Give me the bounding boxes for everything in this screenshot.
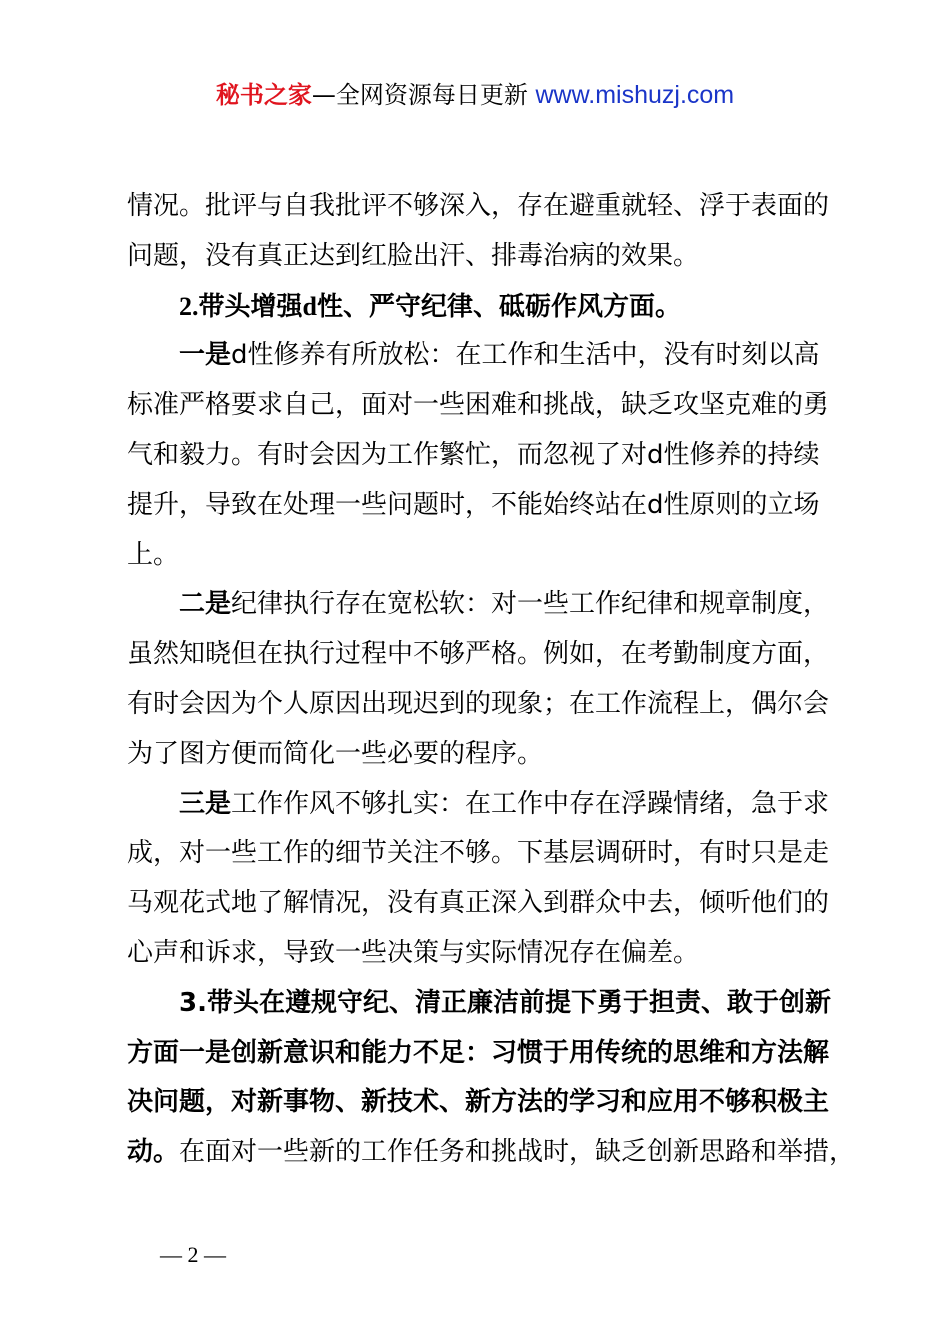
text-line-bold: 方面一是创新意识和能力不足：习惯于用传统的思维和方法解 xyxy=(127,1037,830,1068)
text-line: 问题，没有真正达到红脸出汗、排毒治病的效果。 xyxy=(127,240,700,271)
point-label: 二是 xyxy=(179,589,232,620)
text-line: 标准严格要求自己，面对一些困难和挑战，缺乏攻坚克难的勇 xyxy=(127,390,830,421)
text-line: 提升，导致在处理一些问题时，不能始终站在d性原则的立场 xyxy=(127,489,820,520)
point-label: 一是 xyxy=(179,340,232,371)
point-label: 三是 xyxy=(179,788,232,819)
text-line: 情况。批评与自我批评不够深入，存在避重就轻、浮于表面的 xyxy=(127,191,830,221)
paragraph-first-point: 一是d性修养有所放松：在工作和生活中，没有时刻以高 xyxy=(179,340,820,371)
text-line: 心声和诉求，导致一些决策与实际情况存在偏差。 xyxy=(127,937,700,968)
text-line: 动。在面对一些新的工作任务和挑战时，缺乏创新思路和举措， xyxy=(127,1137,856,1168)
text-line: 有时会因为个人原因出现迟到的现象；在工作流程上，偶尔会 xyxy=(127,688,830,719)
site-header xyxy=(0,78,950,112)
page-number: — 2 — xyxy=(160,1242,226,1267)
section-heading-3: 3.带头在遵规守纪、清正廉洁前提下勇于担责、敢于创新 xyxy=(179,987,831,1018)
header-slogan: —全网资源每日更新 xyxy=(311,81,536,109)
section-heading-2: 2.带头增强d性、严守纪律、砥砺作风方面。 xyxy=(179,291,681,321)
text-line: 气和毅力。有时会因为工作繁忙，而忽视了对d性修养的持续 xyxy=(127,439,820,470)
text-line: 马观花式地了解情况，没有真正深入到群众中去，倾听他们的 xyxy=(127,888,830,919)
text-line: 成，对一些工作的细节关注不够。下基层调研时，有时只是走 xyxy=(127,838,830,869)
text-line: 上。 xyxy=(127,539,180,570)
document-body xyxy=(127,182,856,1178)
text-line: 为了图方便而简化一些必要的程序。 xyxy=(127,738,544,769)
brand-name: 秘书之家 xyxy=(215,81,312,109)
paragraph-second-point: 二是纪律执行存在宽松软：对一些工作纪律和规章制度， xyxy=(179,589,830,620)
text-line: 虽然知晓但在执行过程中不够严格。例如，在考勤制度方面， xyxy=(127,639,830,670)
text-line-bold: 决问题，对新事物、新技术、新方法的学习和应用不够积极主 xyxy=(127,1087,830,1118)
site-url-link[interactable]: www.mishuzj.com xyxy=(535,81,735,109)
paragraph-third-point: 三是工作作风不够扎实：在工作中存在浮躁情绪，急于求 xyxy=(179,788,830,819)
